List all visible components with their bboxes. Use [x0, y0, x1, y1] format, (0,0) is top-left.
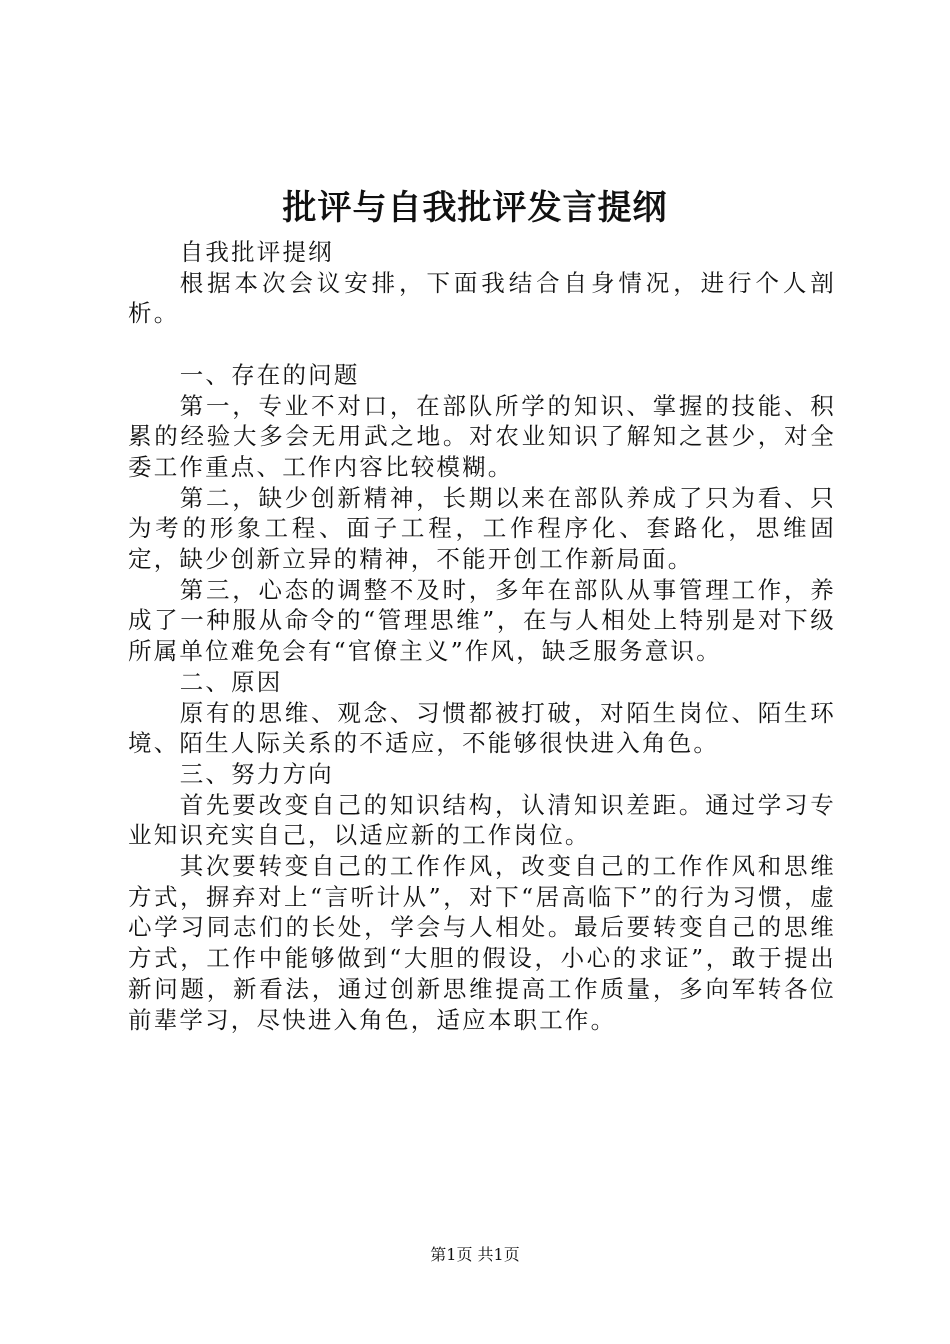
- paragraph-blank: [128, 329, 836, 360]
- section-heading-problems: 一、存在的问题: [179, 360, 360, 389]
- section-heading-direction: 三、努力方向: [179, 759, 334, 788]
- paragraph-problem-3: 第三，心态的调整不及时，多年在部队从事管理工作，养成了一种服从命令的“管理思维”，在与人相处上特别是对下级所属单位难免会有“官僚主义”作风，缺乏服务意识。: [128, 575, 836, 666]
- document-body: [128, 237, 836, 1035]
- paragraph-problem-2: 第二，缺少创新精神，长期以来在部队养成了只为看、只为考的形象工程、面子工程，工作程序化、套路化，思维固定，缺少创新立异的精神，不能开创工作新局面。: [128, 483, 836, 574]
- page-title: 批评与自我批评发言提纲: [282, 188, 668, 228]
- paragraph-direction-2: 其次要转变自己的工作作风，改变自己的工作作风和思维方式，摒弃对上“言听计从”，对下“居高临下”的行为习惯，虚心学习同志们的长处，学会与人相处。最后要转变自己的思维方式，工作中能够做到“大胆的假设，小心的求证”，敢于提出新问题，新看法，通过创新思维提高工作质量，多向军转各位前辈学习，尽快进入角色，适应本职工作。: [128, 852, 836, 1034]
- paragraph-intro: 根据本次会议安排，下面我结合自身情况，进行个人剖析。: [128, 268, 836, 328]
- paragraph-heading-outline: 自我批评提纲: [179, 238, 334, 266]
- paragraph-problem-1: 第一，专业不对口，在部队所学的知识、掌握的技能、积累的经验大多会无用武之地。对农业知识了解知之甚少，对全委工作重点、工作内容比较模糊。: [128, 391, 836, 481]
- section-heading-causes: 二、原因: [179, 667, 283, 696]
- page-footer: 第1页 共1页: [430, 1245, 520, 1264]
- paragraph-causes: 原有的思维、观念、习惯都被打破，对陌生岗位、陌生环境、陌生人际关系的不适应，不能够很快进入角色。: [128, 698, 836, 758]
- paragraph-direction-1: 首先要改变自己的知识结构，认清知识差距。通过学习专业知识充实自己，以适应新的工作岗位。: [128, 790, 836, 850]
